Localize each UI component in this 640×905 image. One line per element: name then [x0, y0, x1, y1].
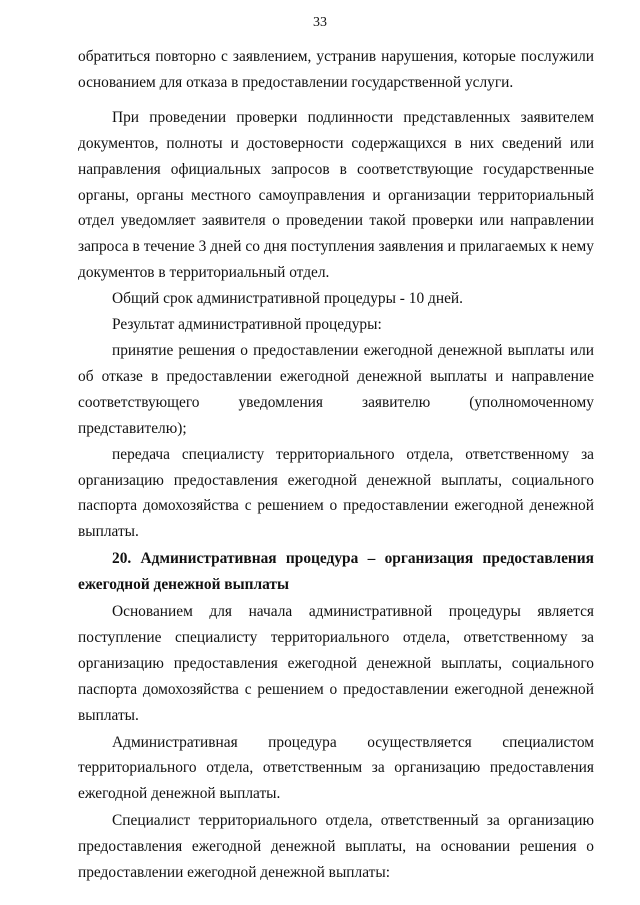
section-heading: 20. Административная процедура – организация предоставления ежегодной денежной выплаты: [78, 550, 594, 594]
document-body: [78, 44, 594, 886]
paragraph: Административная процедура осуществляется специалистом территориального отдела, ответственным за организацию предоставления ежегодной денежной выплаты.: [78, 733, 594, 803]
paragraph: Результат административной процедуры:: [112, 316, 382, 334]
paragraph: обратиться повторно с заявлением, устранив нарушения, которые послужили основанием для отказа в предоставлении государственной услуги.: [78, 48, 594, 91]
paragraph: принятие решения о предоставлении ежегодной денежной выплаты или об отказе в предоставлении ежегодной денежной выплаты и направление соответствующего уведомления заявителю (уполномоченному представителю);: [78, 341, 594, 437]
paragraph: Основанием для начала административной процедуры является поступление специалисту территориального отдела, ответственному за организацию предоставления ежегодной денежной выплаты, социального паспорта домохозяйства с решением о предоставлении ежегодной денежной выплаты.: [78, 603, 594, 724]
paragraph: При проведении проверки подлинности представленных заявителем документов, полноты и достоверности содержащихся в них сведений или направления официальных запросов в соответствующие государственные органы, органы местного самоуправления и организации территориальный отдел уведомляет заявителя о проведении такой проверки или направлении запроса в течение 3 дней со дня поступления заявления и прилагаемых к нему документов в территориальный отдел.: [78, 108, 594, 282]
paragraph: Общий срок административной процедуры - 10 дней.: [112, 290, 463, 308]
paragraph: передача специалисту территориального отдела, ответственному за организацию предоставления ежегодной денежной выплаты, социального паспорта домохозяйства с решением о предоставлении ежегодной денежной выплаты.: [78, 445, 594, 541]
page-number: 33: [313, 15, 327, 30]
paragraph: Специалист территориального отдела, ответственный за организацию предоставления ежегодной денежной выплаты, на основании решения о предоставлении ежегодной денежной выплаты:: [78, 812, 594, 882]
